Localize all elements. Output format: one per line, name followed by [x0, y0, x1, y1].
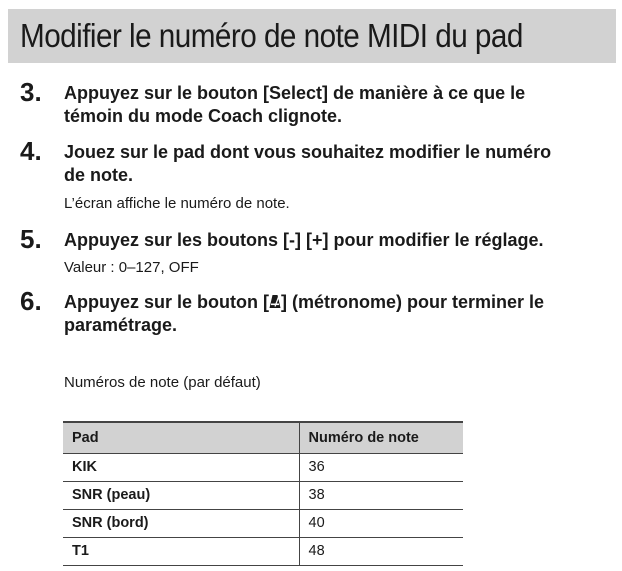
table-row	[63, 481, 463, 509]
column-header-note-number: Numéro de note	[299, 422, 463, 453]
table-row	[63, 537, 463, 565]
pad-name-cell: SNR (peau)	[63, 481, 299, 509]
step-instruction-line	[64, 291, 616, 314]
step-instruction	[64, 141, 616, 187]
step-note: L’écran affiche le numéro de note.	[64, 195, 290, 212]
note-number-table	[63, 421, 463, 566]
pad-name-cell: T1	[63, 537, 299, 565]
step-6	[20, 288, 616, 340]
metronome-icon	[269, 294, 281, 309]
step-number: 3.	[20, 77, 42, 107]
note-number-cell: 48	[299, 537, 463, 565]
step-number: 6.	[20, 286, 42, 316]
step-5	[20, 226, 616, 280]
step-4	[20, 138, 616, 216]
note-number-cell: 40	[299, 509, 463, 537]
note-number-cell: 38	[299, 481, 463, 509]
step-instruction-text: ] (métronome) pour terminer le	[281, 292, 545, 312]
step-instruction-text: Appuyez sur le bouton [	[64, 292, 269, 312]
note-number-cell: 36	[299, 453, 463, 481]
step-note: Valeur : 0–127, OFF	[64, 259, 199, 276]
step-instruction-line: de note.	[64, 165, 134, 185]
column-header-pad: Pad	[63, 422, 299, 453]
table-row	[63, 509, 463, 537]
step-number: 5.	[20, 224, 42, 254]
step-instruction	[64, 82, 616, 128]
step-instruction-line: témoin du mode Coach clignote.	[64, 106, 343, 126]
page-title: Modifier le numéro de note MIDI du pad	[20, 17, 523, 54]
title-bar	[8, 9, 616, 63]
table-row	[63, 453, 463, 481]
table-header-row	[63, 422, 463, 453]
step-instruction-line: paramétrage.	[64, 315, 178, 335]
step-instruction	[64, 229, 616, 252]
pad-name-cell: SNR (bord)	[63, 509, 299, 537]
step-instruction-line: Appuyez sur les boutons [-] [+] pour modifier le réglage.	[64, 230, 544, 250]
step-instruction-line: Jouez sur le pad dont vous souhaitez modifier le numéro	[64, 142, 552, 162]
table-caption: Numéros de note (par défaut)	[64, 374, 261, 391]
step-3	[20, 79, 616, 131]
pad-name-cell: KIK	[63, 453, 299, 481]
step-instruction	[64, 291, 616, 337]
step-number: 4.	[20, 136, 42, 166]
step-instruction-line: Appuyez sur le bouton [Select] de manière à ce que le	[64, 83, 526, 103]
